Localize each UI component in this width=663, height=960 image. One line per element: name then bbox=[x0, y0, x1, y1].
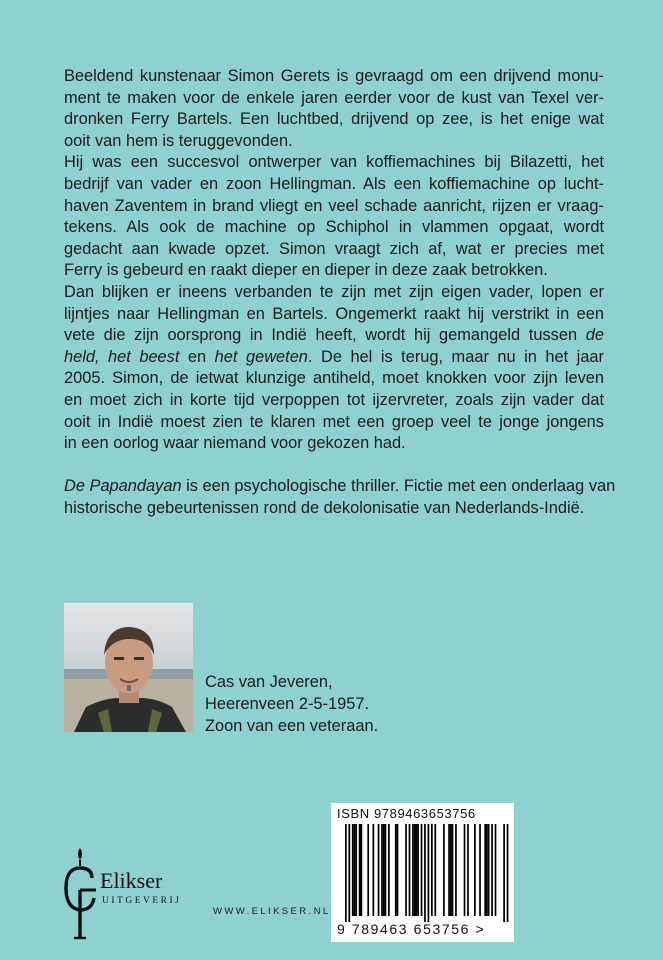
barcode-bar bbox=[367, 824, 369, 916]
blurb-italic-text: held, het beest bbox=[64, 347, 180, 366]
publisher-name: Elikser bbox=[100, 868, 163, 893]
blurb-line: lijntjes naar Hellingman en Bartels. Ongemerkt raakt hij verstrikt in een bbox=[64, 304, 604, 323]
barcode-bar bbox=[431, 824, 433, 916]
blurb-line: historische gebeurtenissen rond de dekolonisatie van Nederlands-Indië. bbox=[64, 498, 585, 517]
blurb-line: 2005. Simon, de ietwat klunzige antiheld, moet knokken voor zijn leven bbox=[64, 369, 604, 388]
barcode-bar bbox=[428, 824, 430, 922]
publisher-url[interactable]: WWW.ELIKSER.NL bbox=[213, 906, 331, 917]
blurb-text: . De hel is terug, maar nu in het jaar bbox=[307, 347, 605, 366]
blurb-line: gedacht aan kwade opzet. Simon vraagt zich af, wat er precies met bbox=[64, 239, 604, 258]
blurb-line: en moet zich in korte tijd verpoppen tot ijzervreter, zoals zijn vader dat bbox=[64, 390, 604, 409]
blurb-text: en bbox=[179, 347, 215, 366]
barcode-bar bbox=[348, 824, 350, 922]
blurb-paragraph-4 bbox=[64, 476, 616, 519]
blurb-line: in een oorlog waar niemand voor gekozen had. bbox=[64, 434, 406, 453]
blurb-paragraph-3 bbox=[64, 282, 604, 455]
publisher-logo bbox=[58, 846, 198, 941]
blurb-italic-text: de bbox=[585, 326, 604, 345]
publisher-subtitle: UITGEVERIJ bbox=[102, 896, 182, 906]
blurb-line: Beeldend kunstenaar Simon Gerets is gevraagd om een drijvend monu- bbox=[64, 67, 604, 85]
blurb-line: haven Zaventem in brand vliegt en veel schade aanricht, rijzen er vraag- bbox=[64, 196, 604, 215]
blurb-line: Dan blijken er ineens verbanden te zijn met zijn eigen vader, lopen er bbox=[64, 282, 604, 301]
publisher-emblem-icon bbox=[58, 846, 104, 941]
back-cover-blurb bbox=[64, 66, 616, 519]
barcode-bar bbox=[397, 824, 399, 916]
barcode-bar bbox=[434, 824, 436, 916]
barcode-bar bbox=[355, 824, 357, 916]
barcode-bar bbox=[388, 824, 390, 916]
blurb-line bbox=[64, 325, 604, 347]
barcode-bar bbox=[479, 824, 481, 916]
blurb-paragraph-2 bbox=[64, 152, 604, 282]
barcode-bar bbox=[443, 824, 445, 916]
barcode-bar bbox=[409, 824, 411, 916]
author-photo bbox=[64, 603, 193, 732]
blurb-line: Hij was een succesvol ontwerper van koffiemachines bij Bilazetti, het bbox=[64, 153, 604, 172]
barcode-bar bbox=[421, 824, 423, 916]
barcode-bar bbox=[359, 824, 361, 916]
blurb-text: is een psychologische thriller. Fictie met een onderlaag van bbox=[181, 477, 616, 496]
blurb-line: tekens. Als ook de machine op Schiphol in vlammen opgaat, wordt bbox=[64, 218, 604, 237]
barcode-bar bbox=[416, 824, 418, 916]
barcode-bar bbox=[503, 824, 505, 922]
blurb-paragraph-1 bbox=[64, 66, 604, 152]
isbn-label: ISBN 9789463653756 bbox=[337, 806, 476, 821]
barcode-bar bbox=[467, 824, 469, 916]
blurb-italic-text: het geweten bbox=[214, 347, 308, 366]
barcode-bar bbox=[464, 824, 466, 916]
blurb-line bbox=[64, 347, 604, 369]
barcode-bar bbox=[448, 824, 450, 916]
barcode-bar bbox=[373, 824, 375, 916]
barcode-bar bbox=[452, 824, 454, 916]
barcode-bar bbox=[474, 824, 476, 916]
barcode-bar bbox=[360, 824, 362, 916]
barcode-bar bbox=[383, 824, 385, 916]
blurb-text: vete die zijn oorsprong in Indië heeft, wordt hij gemangeld tussen bbox=[64, 326, 586, 345]
barcode-bar bbox=[488, 824, 490, 916]
barcode-bar bbox=[378, 824, 380, 916]
blurb-line: Ferry is gebeurd en raakt dieper en dieper in deze zaak betrokken. bbox=[64, 261, 548, 280]
barcode-bar bbox=[345, 824, 347, 922]
barcode-bar bbox=[414, 824, 416, 916]
barcode-bar bbox=[395, 824, 397, 916]
barcode-bar bbox=[354, 824, 356, 916]
barcode-bar bbox=[424, 824, 426, 922]
barcode-bar bbox=[450, 824, 452, 916]
barcode-bar bbox=[495, 824, 497, 916]
blurb-line: ment te maken voor de enkele jaren eerder voor de kust van Texel ver- bbox=[64, 88, 604, 107]
isbn-digits: 9 789463 653756 > bbox=[337, 921, 486, 937]
barcode bbox=[335, 824, 510, 922]
barcode-bar bbox=[491, 824, 493, 916]
blurb-line: bedrijf van vader en zoon Hellingman. Als een koffiemachine op lucht- bbox=[64, 174, 604, 193]
barcode-bar bbox=[455, 824, 457, 916]
barcode-bar bbox=[381, 824, 383, 916]
barcode-bar bbox=[352, 824, 354, 916]
book-title: De Papandayan bbox=[64, 477, 182, 496]
author-info bbox=[205, 671, 378, 737]
author-note: Zoon van een veteraan. bbox=[205, 717, 379, 735]
blurb-line: ooit van hem is teruggevonden. bbox=[64, 131, 293, 150]
barcode-bar bbox=[484, 824, 486, 916]
barcode-bar bbox=[385, 824, 387, 916]
blurb-line: dronken Ferry Bartels. Een luchtbed, drijvend op zee, is het enige wat bbox=[64, 110, 604, 129]
barcode-bar bbox=[417, 824, 419, 916]
author-name: Cas van Jeveren, bbox=[205, 673, 333, 691]
barcode-bar bbox=[507, 824, 509, 922]
blurb-line bbox=[64, 476, 616, 498]
barcode-bar bbox=[405, 824, 407, 916]
blurb-line: ooit in Indië moest zien te klaren met een groep veel te jonge jongens bbox=[64, 412, 604, 431]
author-birth: Heerenveen 2-5-1957. bbox=[205, 695, 370, 713]
barcode-bar bbox=[486, 824, 488, 916]
barcode-bar bbox=[412, 824, 414, 916]
isbn-barcode-box bbox=[331, 803, 514, 942]
